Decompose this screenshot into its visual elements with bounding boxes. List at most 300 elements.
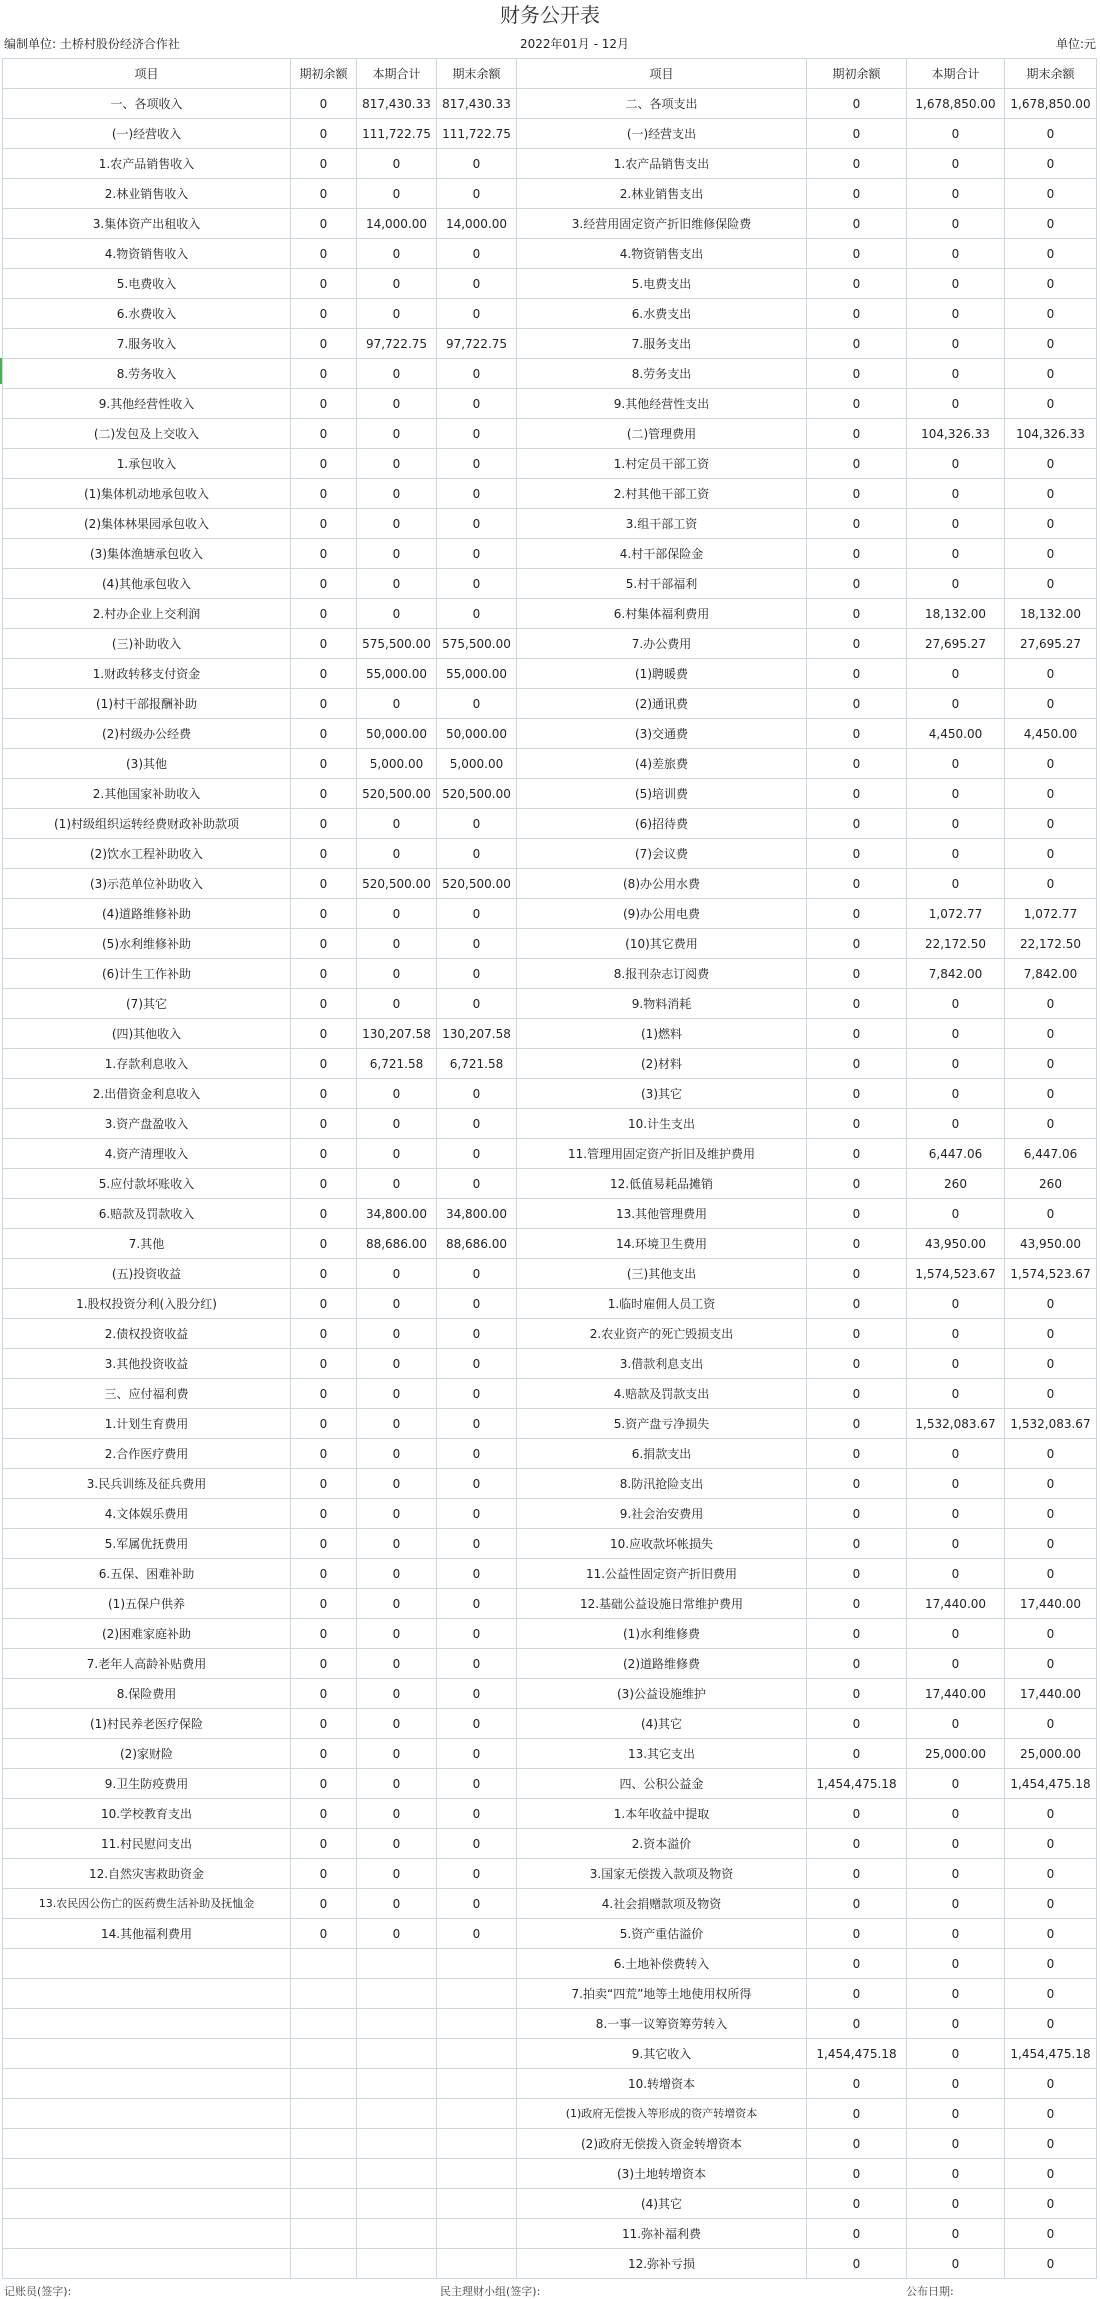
cell-period-left[interactable]: 0 (357, 509, 437, 539)
cell-closing-right[interactable]: 0 (1005, 2069, 1097, 2099)
cell-closing-left[interactable]: 0 (437, 1499, 517, 1529)
cell-opening-right[interactable]: 0 (807, 1469, 907, 1499)
cell-item-left[interactable]: 6.赔款及罚款收入 (3, 1199, 291, 1229)
cell-item-left[interactable]: 1.农产品销售收入 (3, 149, 291, 179)
cell-period-right[interactable]: 0 (907, 2099, 1005, 2129)
cell-period-left[interactable]: 0 (357, 1559, 437, 1589)
cell-closing-left[interactable]: 0 (437, 239, 517, 269)
cell-opening-left[interactable]: 0 (291, 569, 357, 599)
cell-period-left[interactable] (357, 1979, 437, 2009)
cell-item-right[interactable]: 四、公积公益金 (517, 1769, 807, 1799)
cell-closing-right[interactable]: 0 (1005, 1319, 1097, 1349)
cell-period-left[interactable] (357, 2039, 437, 2069)
cell-period-left[interactable]: 0 (357, 1589, 437, 1619)
cell-closing-right[interactable]: 0 (1005, 1349, 1097, 1379)
cell-opening-left[interactable]: 0 (291, 1799, 357, 1829)
cell-item-right[interactable]: 9.社会治安费用 (517, 1499, 807, 1529)
cell-item-left[interactable]: 一、各项收入 (3, 89, 291, 119)
cell-item-left[interactable]: 8.保险费用 (3, 1679, 291, 1709)
cell-closing-right[interactable]: 1,454,475.18 (1005, 1769, 1097, 1799)
cell-period-left[interactable]: 0 (357, 269, 437, 299)
cell-opening-left[interactable]: 0 (291, 629, 357, 659)
cell-closing-left[interactable]: 0 (437, 1529, 517, 1559)
cell-closing-left[interactable]: 0 (437, 479, 517, 509)
cell-period-left[interactable]: 0 (357, 599, 437, 629)
cell-period-right[interactable]: 0 (907, 1199, 1005, 1229)
cell-period-right[interactable]: 0 (907, 839, 1005, 869)
cell-opening-right[interactable]: 0 (807, 929, 907, 959)
cell-opening-right[interactable]: 0 (807, 779, 907, 809)
cell-opening-left[interactable]: 0 (291, 1889, 357, 1919)
cell-closing-left[interactable]: 0 (437, 839, 517, 869)
cell-item-left[interactable]: (1)村干部报酬补助 (3, 689, 291, 719)
cell-opening-right[interactable]: 0 (807, 299, 907, 329)
cell-period-left[interactable]: 0 (357, 1319, 437, 1349)
cell-opening-right[interactable]: 0 (807, 1409, 907, 1439)
cell-period-right[interactable]: 0 (907, 659, 1005, 689)
cell-opening-left[interactable]: 0 (291, 1019, 357, 1049)
cell-period-right[interactable]: 1,678,850.00 (907, 89, 1005, 119)
cell-period-left[interactable]: 0 (357, 1499, 437, 1529)
cell-item-right[interactable]: 8.一事一议筹资筹劳转入 (517, 2009, 807, 2039)
cell-closing-right[interactable]: 0 (1005, 1379, 1097, 1409)
cell-closing-left[interactable]: 0 (437, 1799, 517, 1829)
cell-item-right[interactable]: 10.转增资本 (517, 2069, 807, 2099)
cell-opening-left[interactable]: 0 (291, 1139, 357, 1169)
cell-closing-left[interactable]: 0 (437, 1889, 517, 1919)
cell-closing-left[interactable]: 0 (437, 1139, 517, 1169)
cell-opening-right[interactable]: 0 (807, 719, 907, 749)
cell-opening-right[interactable]: 0 (807, 839, 907, 869)
cell-closing-right[interactable]: 25,000.00 (1005, 1739, 1097, 1769)
cell-opening-left[interactable]: 0 (291, 1229, 357, 1259)
cell-period-right[interactable]: 0 (907, 1469, 1005, 1499)
cell-period-right[interactable]: 0 (907, 1649, 1005, 1679)
cell-opening-left[interactable] (291, 1949, 357, 1979)
cell-closing-left[interactable]: 0 (437, 1259, 517, 1289)
cell-period-left[interactable]: 97,722.75 (357, 329, 437, 359)
cell-period-left[interactable]: 0 (357, 689, 437, 719)
cell-closing-left[interactable] (437, 2159, 517, 2189)
cell-closing-left[interactable] (437, 2099, 517, 2129)
cell-closing-right[interactable]: 0 (1005, 1199, 1097, 1229)
cell-item-left[interactable]: 12.自然灾害救助资金 (3, 1859, 291, 1889)
cell-opening-right[interactable]: 0 (807, 2219, 907, 2249)
cell-closing-right[interactable]: 0 (1005, 1529, 1097, 1559)
cell-opening-left[interactable]: 0 (291, 89, 357, 119)
cell-period-right[interactable]: 0 (907, 569, 1005, 599)
cell-item-left[interactable]: 4.资产清理收入 (3, 1139, 291, 1169)
cell-closing-left[interactable] (437, 2009, 517, 2039)
cell-period-left[interactable]: 0 (357, 1859, 437, 1889)
cell-opening-left[interactable]: 0 (291, 899, 357, 929)
cell-period-left[interactable]: 575,500.00 (357, 629, 437, 659)
cell-period-right[interactable]: 0 (907, 2249, 1005, 2279)
cell-period-right[interactable]: 0 (907, 2129, 1005, 2159)
cell-closing-left[interactable] (437, 2189, 517, 2219)
cell-period-right[interactable]: 0 (907, 2069, 1005, 2099)
cell-item-right[interactable]: 3.经营用固定资产折旧维修保险费 (517, 209, 807, 239)
cell-opening-right[interactable]: 0 (807, 1319, 907, 1349)
cell-item-right[interactable]: 11.管理用固定资产折旧及维护费用 (517, 1139, 807, 1169)
cell-period-left[interactable]: 0 (357, 1169, 437, 1199)
cell-period-right[interactable]: 0 (907, 269, 1005, 299)
cell-period-right[interactable]: 0 (907, 869, 1005, 899)
cell-closing-left[interactable]: 520,500.00 (437, 869, 517, 899)
cell-closing-right[interactable]: 0 (1005, 299, 1097, 329)
cell-opening-right[interactable]: 0 (807, 1109, 907, 1139)
cell-opening-left[interactable] (291, 2249, 357, 2279)
cell-closing-right[interactable]: 0 (1005, 779, 1097, 809)
cell-opening-left[interactable]: 0 (291, 1589, 357, 1619)
cell-opening-right[interactable]: 0 (807, 149, 907, 179)
cell-period-left[interactable] (357, 2009, 437, 2039)
cell-item-right[interactable]: 7.服务支出 (517, 329, 807, 359)
cell-closing-right[interactable]: 1,532,083.67 (1005, 1409, 1097, 1439)
cell-item-right[interactable]: 10.应收款坏帐损失 (517, 1529, 807, 1559)
cell-closing-left[interactable]: 0 (437, 1079, 517, 1109)
cell-opening-left[interactable]: 0 (291, 1559, 357, 1589)
cell-closing-right[interactable]: 0 (1005, 2009, 1097, 2039)
cell-closing-right[interactable]: 0 (1005, 269, 1097, 299)
cell-opening-left[interactable]: 0 (291, 689, 357, 719)
cell-item-right[interactable]: (9)办公用电费 (517, 899, 807, 929)
cell-opening-left[interactable]: 0 (291, 1769, 357, 1799)
cell-opening-left[interactable]: 0 (291, 1409, 357, 1439)
cell-item-left[interactable]: (1)村级组织运转经费财政补助款项 (3, 809, 291, 839)
cell-closing-left[interactable]: 0 (437, 599, 517, 629)
cell-item-left[interactable]: 2.合作医疗费用 (3, 1439, 291, 1469)
cell-closing-left[interactable]: 817,430.33 (437, 89, 517, 119)
cell-opening-left[interactable] (291, 2009, 357, 2039)
cell-closing-left[interactable]: 55,000.00 (437, 659, 517, 689)
cell-period-right[interactable]: 0 (907, 329, 1005, 359)
cell-item-left[interactable] (3, 2009, 291, 2039)
cell-item-left[interactable]: 6.水费收入 (3, 299, 291, 329)
cell-period-right[interactable]: 0 (907, 989, 1005, 1019)
cell-opening-left[interactable]: 0 (291, 1169, 357, 1199)
cell-item-right[interactable]: 2.资本溢价 (517, 1829, 807, 1859)
cell-item-right[interactable]: 2.林业销售支出 (517, 179, 807, 209)
cell-period-right[interactable]: 0 (907, 809, 1005, 839)
cell-item-left[interactable]: (3)集体渔塘承包收入 (3, 539, 291, 569)
cell-closing-right[interactable]: 104,326.33 (1005, 419, 1097, 449)
cell-item-right[interactable]: (1)聘暖费 (517, 659, 807, 689)
cell-period-left[interactable]: 817,430.33 (357, 89, 437, 119)
cell-opening-left[interactable]: 0 (291, 1199, 357, 1229)
cell-period-right[interactable]: 0 (907, 479, 1005, 509)
cell-item-left[interactable]: 7.老年人高龄补贴费用 (3, 1649, 291, 1679)
cell-item-left[interactable]: 8.劳务收入 (3, 359, 291, 389)
cell-closing-right[interactable]: 22,172.50 (1005, 929, 1097, 959)
cell-item-left[interactable] (3, 2189, 291, 2219)
cell-closing-right[interactable]: 0 (1005, 749, 1097, 779)
cell-opening-right[interactable]: 0 (807, 1919, 907, 1949)
cell-period-right[interactable]: 0 (907, 1109, 1005, 1139)
cell-item-left[interactable]: 4.文体娱乐费用 (3, 1499, 291, 1529)
cell-opening-right[interactable]: 0 (807, 1229, 907, 1259)
cell-period-left[interactable] (357, 2249, 437, 2279)
cell-opening-right[interactable]: 0 (807, 389, 907, 419)
cell-closing-left[interactable]: 5,000.00 (437, 749, 517, 779)
cell-closing-left[interactable]: 0 (437, 1469, 517, 1499)
cell-opening-right[interactable]: 0 (807, 359, 907, 389)
cell-opening-left[interactable]: 0 (291, 239, 357, 269)
cell-opening-left[interactable]: 0 (291, 839, 357, 869)
cell-period-left[interactable]: 520,500.00 (357, 779, 437, 809)
cell-period-right[interactable]: 0 (907, 1439, 1005, 1469)
cell-item-right[interactable]: 11.公益性固定资产折旧费用 (517, 1559, 807, 1589)
cell-period-right[interactable]: 0 (907, 2189, 1005, 2219)
cell-period-right[interactable]: 7,842.00 (907, 959, 1005, 989)
cell-opening-right[interactable]: 0 (807, 1079, 907, 1109)
cell-item-left[interactable] (3, 2129, 291, 2159)
cell-closing-right[interactable]: 0 (1005, 1439, 1097, 1469)
cell-closing-right[interactable]: 0 (1005, 869, 1097, 899)
cell-opening-right[interactable]: 0 (807, 1139, 907, 1169)
cell-period-left[interactable]: 130,207.58 (357, 1019, 437, 1049)
cell-closing-left[interactable]: 0 (437, 1559, 517, 1589)
cell-period-left[interactable]: 34,800.00 (357, 1199, 437, 1229)
cell-closing-right[interactable]: 0 (1005, 179, 1097, 209)
cell-item-left[interactable]: 1.财政转移支付资金 (3, 659, 291, 689)
cell-period-right[interactable]: 0 (907, 1319, 1005, 1349)
cell-closing-right[interactable]: 18,132.00 (1005, 599, 1097, 629)
cell-opening-right[interactable]: 0 (807, 809, 907, 839)
cell-period-right[interactable]: 0 (907, 149, 1005, 179)
cell-opening-left[interactable]: 0 (291, 1859, 357, 1889)
cell-opening-left[interactable]: 0 (291, 149, 357, 179)
cell-opening-left[interactable]: 0 (291, 719, 357, 749)
cell-period-right[interactable]: 0 (907, 1019, 1005, 1049)
cell-item-left[interactable]: 10.学校教育支出 (3, 1799, 291, 1829)
cell-closing-left[interactable]: 0 (437, 1409, 517, 1439)
cell-period-right[interactable]: 22,172.50 (907, 929, 1005, 959)
cell-item-right[interactable]: (二)管理费用 (517, 419, 807, 449)
cell-closing-right[interactable]: 0 (1005, 1829, 1097, 1859)
cell-period-right[interactable]: 0 (907, 1919, 1005, 1949)
cell-item-left[interactable] (3, 2039, 291, 2069)
cell-closing-left[interactable]: 0 (437, 1919, 517, 1949)
cell-period-right[interactable]: 0 (907, 1049, 1005, 1079)
cell-closing-right[interactable]: 0 (1005, 1949, 1097, 1979)
cell-closing-left[interactable]: 0 (437, 1619, 517, 1649)
cell-item-left[interactable]: 7.服务收入 (3, 329, 291, 359)
cell-period-left[interactable]: 0 (357, 1619, 437, 1649)
cell-opening-right[interactable]: 0 (807, 1379, 907, 1409)
cell-closing-left[interactable]: 0 (437, 419, 517, 449)
cell-closing-right[interactable]: 0 (1005, 1979, 1097, 2009)
cell-closing-right[interactable]: 260 (1005, 1169, 1097, 1199)
cell-opening-left[interactable]: 0 (291, 359, 357, 389)
cell-item-right[interactable]: 9.其它收入 (517, 2039, 807, 2069)
cell-closing-left[interactable] (437, 2069, 517, 2099)
cell-period-right[interactable]: 0 (907, 2009, 1005, 2039)
cell-closing-left[interactable]: 88,686.00 (437, 1229, 517, 1259)
cell-opening-right[interactable]: 0 (807, 1889, 907, 1919)
cell-opening-right[interactable]: 0 (807, 1979, 907, 2009)
cell-period-left[interactable]: 0 (357, 569, 437, 599)
cell-period-right[interactable]: 0 (907, 1859, 1005, 1889)
cell-opening-right[interactable]: 1,454,475.18 (807, 2039, 907, 2069)
cell-closing-left[interactable]: 0 (437, 1739, 517, 1769)
cell-item-left[interactable]: (2)困难家庭补助 (3, 1619, 291, 1649)
cell-item-left[interactable]: (2)家财险 (3, 1739, 291, 1769)
cell-item-left[interactable] (3, 2219, 291, 2249)
cell-period-left[interactable]: 0 (357, 389, 437, 419)
cell-opening-right[interactable]: 0 (807, 869, 907, 899)
cell-opening-right[interactable]: 0 (807, 899, 907, 929)
cell-item-left[interactable]: (2)集体林果园承包收入 (3, 509, 291, 539)
cell-opening-left[interactable]: 0 (291, 929, 357, 959)
cell-item-right[interactable]: 6.捐款支出 (517, 1439, 807, 1469)
cell-opening-left[interactable] (291, 2039, 357, 2069)
cell-closing-right[interactable]: 0 (1005, 449, 1097, 479)
cell-period-left[interactable]: 0 (357, 1259, 437, 1289)
cell-period-left[interactable]: 0 (357, 299, 437, 329)
cell-opening-right[interactable]: 0 (807, 1499, 907, 1529)
cell-period-left[interactable]: 14,000.00 (357, 209, 437, 239)
cell-item-left[interactable]: 2.林业销售收入 (3, 179, 291, 209)
cell-closing-right[interactable]: 6,447.06 (1005, 1139, 1097, 1169)
cell-closing-right[interactable]: 0 (1005, 1649, 1097, 1679)
cell-opening-right[interactable]: 0 (807, 659, 907, 689)
cell-period-left[interactable]: 0 (357, 1139, 437, 1169)
cell-period-left[interactable]: 0 (357, 179, 437, 209)
cell-opening-left[interactable] (291, 2069, 357, 2099)
cell-item-right[interactable]: (1)燃料 (517, 1019, 807, 1049)
cell-period-left[interactable]: 0 (357, 239, 437, 269)
cell-item-left[interactable]: 3.民兵训练及征兵费用 (3, 1469, 291, 1499)
cell-closing-left[interactable]: 0 (437, 929, 517, 959)
cell-period-left[interactable]: 6,721.58 (357, 1049, 437, 1079)
cell-closing-left[interactable]: 0 (437, 509, 517, 539)
cell-item-right[interactable]: 2.农业资产的死亡毁损支出 (517, 1319, 807, 1349)
cell-opening-right[interactable]: 0 (807, 1049, 907, 1079)
cell-closing-right[interactable]: 0 (1005, 359, 1097, 389)
cell-period-right[interactable]: 0 (907, 539, 1005, 569)
cell-opening-right[interactable]: 0 (807, 1019, 907, 1049)
cell-period-right[interactable]: 0 (907, 389, 1005, 419)
cell-closing-left[interactable]: 0 (437, 1679, 517, 1709)
cell-opening-right[interactable]: 0 (807, 1859, 907, 1889)
cell-closing-left[interactable] (437, 2129, 517, 2159)
cell-item-left[interactable]: 2.村办企业上交利润 (3, 599, 291, 629)
cell-closing-right[interactable]: 0 (1005, 569, 1097, 599)
cell-opening-right[interactable]: 0 (807, 1289, 907, 1319)
cell-opening-left[interactable]: 0 (291, 1469, 357, 1499)
cell-item-right[interactable]: 5.村干部福利 (517, 569, 807, 599)
cell-period-left[interactable]: 5,000.00 (357, 749, 437, 779)
cell-opening-right[interactable]: 0 (807, 1439, 907, 1469)
cell-opening-left[interactable]: 0 (291, 179, 357, 209)
cell-closing-left[interactable]: 0 (437, 989, 517, 1019)
cell-item-right[interactable]: (7)会议费 (517, 839, 807, 869)
cell-period-left[interactable]: 0 (357, 1289, 437, 1319)
cell-item-right[interactable]: (4)其它 (517, 2189, 807, 2219)
cell-opening-left[interactable]: 0 (291, 599, 357, 629)
cell-period-left[interactable]: 0 (357, 959, 437, 989)
cell-period-left[interactable]: 0 (357, 1829, 437, 1859)
cell-closing-left[interactable]: 0 (437, 569, 517, 599)
cell-opening-left[interactable]: 0 (291, 659, 357, 689)
cell-opening-right[interactable]: 0 (807, 2009, 907, 2039)
cell-item-right[interactable]: (10)其它费用 (517, 929, 807, 959)
cell-item-left[interactable] (3, 2069, 291, 2099)
cell-opening-right[interactable]: 0 (807, 2129, 907, 2159)
cell-period-left[interactable]: 0 (357, 1109, 437, 1139)
cell-closing-left[interactable]: 0 (437, 959, 517, 989)
cell-closing-left[interactable]: 0 (437, 1379, 517, 1409)
cell-item-left[interactable]: 9.卫生防疫费用 (3, 1769, 291, 1799)
cell-opening-right[interactable]: 0 (807, 539, 907, 569)
cell-item-left[interactable]: 1.存款利息收入 (3, 1049, 291, 1079)
cell-opening-left[interactable]: 0 (291, 209, 357, 239)
cell-period-right[interactable]: 0 (907, 1529, 1005, 1559)
cell-period-left[interactable] (357, 2219, 437, 2249)
cell-opening-right[interactable]: 0 (807, 2159, 907, 2189)
cell-opening-right[interactable]: 0 (807, 1739, 907, 1769)
cell-opening-right[interactable]: 0 (807, 1529, 907, 1559)
cell-item-right[interactable]: 2.村其他干部工资 (517, 479, 807, 509)
cell-item-right[interactable]: 8.报刊杂志订阅费 (517, 959, 807, 989)
cell-closing-right[interactable]: 0 (1005, 689, 1097, 719)
cell-item-left[interactable]: (6)计生工作补助 (3, 959, 291, 989)
cell-period-right[interactable]: 0 (907, 1079, 1005, 1109)
cell-period-right[interactable]: 0 (907, 1799, 1005, 1829)
cell-opening-right[interactable]: 0 (807, 449, 907, 479)
cell-item-right[interactable]: (3)土地转增资本 (517, 2159, 807, 2189)
cell-closing-left[interactable]: 575,500.00 (437, 629, 517, 659)
cell-closing-right[interactable]: 0 (1005, 2219, 1097, 2249)
cell-opening-right[interactable]: 0 (807, 1799, 907, 1829)
cell-opening-right[interactable]: 0 (807, 2069, 907, 2099)
cell-closing-left[interactable]: 0 (437, 1169, 517, 1199)
cell-item-left[interactable]: 14.其他福利费用 (3, 1919, 291, 1949)
cell-opening-right[interactable]: 0 (807, 1199, 907, 1229)
cell-item-left[interactable]: 2.其他国家补助收入 (3, 779, 291, 809)
cell-closing-right[interactable]: 17,440.00 (1005, 1589, 1097, 1619)
cell-period-left[interactable] (357, 2159, 437, 2189)
cell-item-right[interactable]: (2)材料 (517, 1049, 807, 1079)
cell-period-left[interactable]: 0 (357, 359, 437, 389)
cell-closing-left[interactable] (437, 2039, 517, 2069)
cell-opening-left[interactable] (291, 1979, 357, 2009)
cell-period-right[interactable]: 260 (907, 1169, 1005, 1199)
cell-opening-left[interactable]: 0 (291, 1439, 357, 1469)
cell-closing-right[interactable]: 0 (1005, 1799, 1097, 1829)
cell-opening-left[interactable]: 0 (291, 1619, 357, 1649)
cell-period-right[interactable]: 1,532,083.67 (907, 1409, 1005, 1439)
cell-opening-right[interactable]: 0 (807, 1619, 907, 1649)
cell-item-left[interactable]: (1)五保户供养 (3, 1589, 291, 1619)
cell-opening-left[interactable]: 0 (291, 269, 357, 299)
cell-period-right[interactable]: 0 (907, 1979, 1005, 2009)
cell-opening-left[interactable]: 0 (291, 1499, 357, 1529)
cell-item-right[interactable]: 1.本年收益中提取 (517, 1799, 807, 1829)
cell-closing-left[interactable]: 0 (437, 1349, 517, 1379)
cell-opening-left[interactable]: 0 (291, 1739, 357, 1769)
cell-period-right[interactable]: 0 (907, 119, 1005, 149)
cell-item-right[interactable]: (1)水利维修费 (517, 1619, 807, 1649)
cell-period-left[interactable]: 0 (357, 1379, 437, 1409)
cell-item-right[interactable]: 6.土地补偿费转入 (517, 1949, 807, 1979)
cell-closing-left[interactable]: 520,500.00 (437, 779, 517, 809)
cell-period-right[interactable]: 0 (907, 1769, 1005, 1799)
cell-period-right[interactable]: 0 (907, 449, 1005, 479)
cell-period-left[interactable]: 111,722.75 (357, 119, 437, 149)
cell-period-left[interactable]: 520,500.00 (357, 869, 437, 899)
